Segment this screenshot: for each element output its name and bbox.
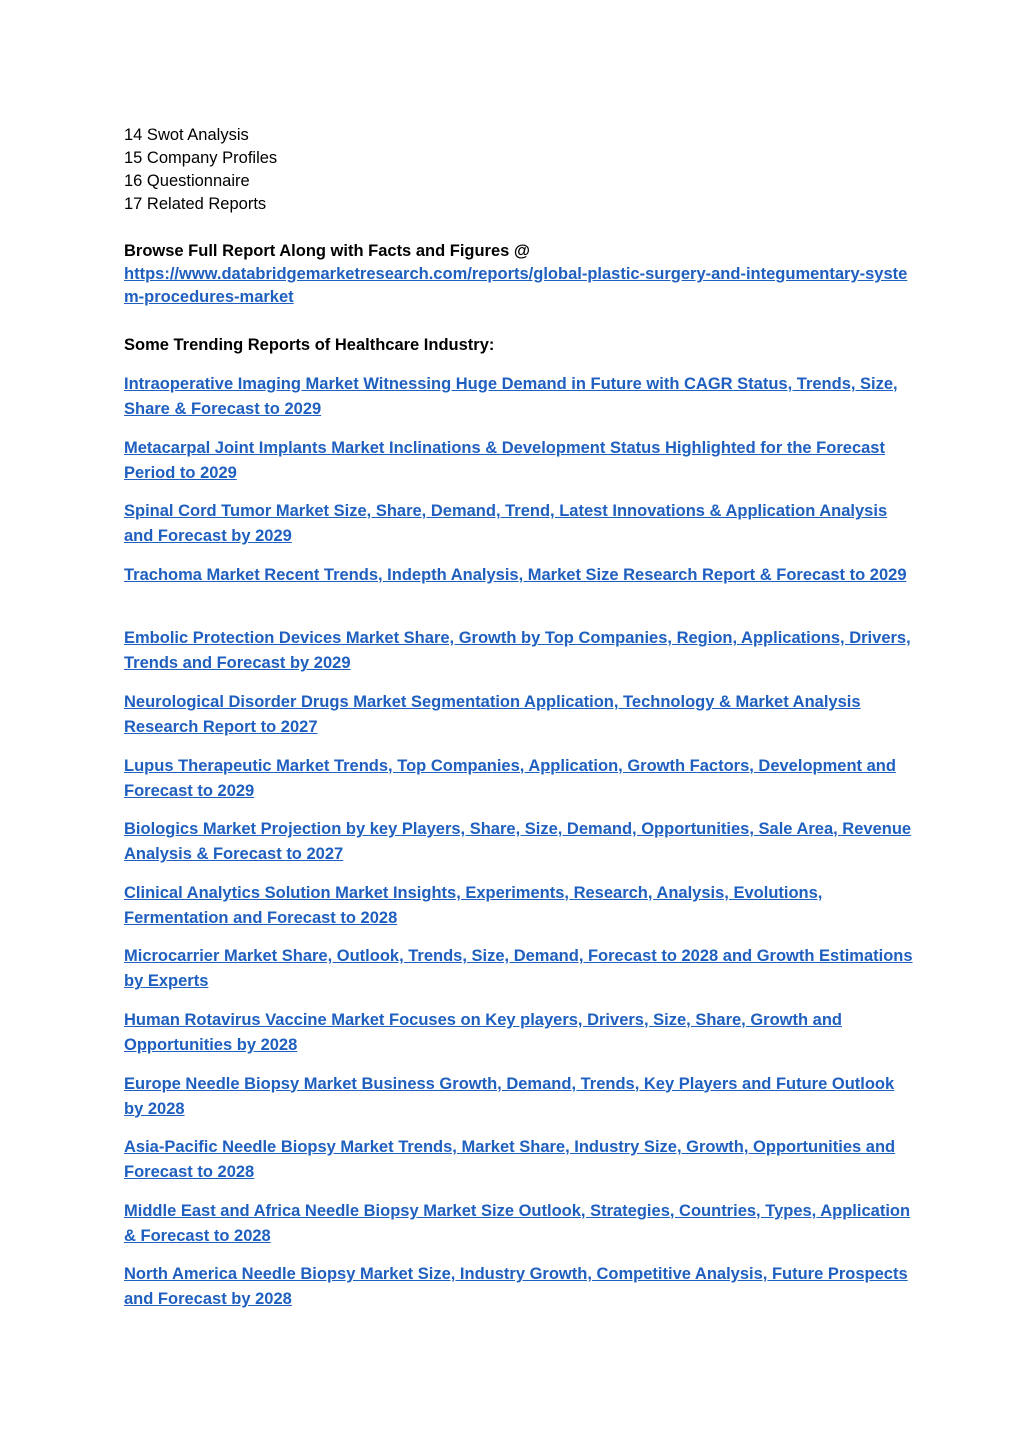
report-link[interactable]: Middle East and Africa Needle Biopsy Market Size Outlook, Strategies, Countries, Types, Application & Forecast to 2028 — [124, 1201, 911, 1245]
list-item — [124, 944, 914, 1008]
list-item — [124, 372, 914, 436]
report-link[interactable]: Neurological Disorder Drugs Market Segmentation Application, Technology & Market Analysis Research Report to 2027 — [124, 692, 861, 736]
report-link[interactable]: Intraoperative Imaging Market Witnessing Huge Demand in Future with CAGR Status, Trends, Size, Share & Forecast to 2029 — [124, 375, 898, 418]
list-item — [124, 626, 914, 690]
report-link[interactable]: Spinal Cord Tumor Market Size, Share, Demand, Trend, Latest Innovations & Application Analysis and Forecast by 2029 — [124, 502, 888, 546]
list-item — [124, 1199, 914, 1263]
list-item — [124, 436, 914, 500]
browse-report-label: Browse Full Report Along with Facts and Figures @ — [124, 242, 531, 260]
report-link[interactable]: Clinical Analytics Solution Market Insights, Experiments, Research, Analysis, Evolutions, Fermentation and Forecast to 2028 — [124, 883, 823, 927]
report-url-link[interactable]: https://www.databridgemarketresearch.com/reports/global-plastic-surgery-and-integumentary-system-procedures-market — [124, 265, 908, 306]
trending-reports-heading: Some Trending Reports of Healthcare Industry: — [124, 336, 495, 354]
list-item — [124, 690, 914, 754]
report-link[interactable]: Trachoma Market Recent Trends, Indepth Analysis, Market Size Research Report & Forecast to 2029 — [124, 565, 907, 584]
toc-item: 15 Company Profiles — [124, 149, 278, 167]
report-link[interactable]: Lupus Therapeutic Market Trends, Top Companies, Application, Growth Factors, Development and Forecast to 2029 — [124, 756, 896, 800]
toc-item: 14 Swot Analysis — [124, 126, 249, 144]
report-link[interactable]: Biologics Market Projection by key Players, Share, Size, Demand, Opportunities, Sale Area, Revenue Analysis & Forecast to 2027 — [124, 820, 912, 864]
toc-item: 17 Related Reports — [124, 195, 267, 213]
list-item — [124, 1072, 914, 1136]
report-link[interactable]: Human Rotavirus Vaccine Market Focuses on Key players, Drivers, Size, Share, Growth and Opportunities by 2028 — [124, 1010, 843, 1054]
trending-reports-list — [124, 372, 914, 1326]
list-item — [124, 1262, 914, 1326]
report-link[interactable]: North America Needle Biopsy Market Size, Industry Growth, Competitive Analysis, Future Prospects and Forecast by 2028 — [124, 1265, 908, 1309]
browse-report-section — [124, 240, 914, 309]
table-of-contents — [124, 124, 277, 216]
list-item — [124, 563, 914, 627]
list-item — [124, 1135, 914, 1199]
list-item — [124, 817, 914, 881]
list-item — [124, 881, 914, 945]
report-link[interactable]: Metacarpal Joint Implants Market Inclinations & Development Status Highlighted for the Forecast Period to 2029 — [124, 438, 885, 482]
list-item — [124, 499, 914, 563]
report-link[interactable]: Microcarrier Market Share, Outlook, Trends, Size, Demand, Forecast to 2028 and Growth Estimations by Experts — [124, 947, 913, 991]
list-item — [124, 1008, 914, 1072]
report-link[interactable]: Embolic Protection Devices Market Share, Growth by Top Companies, Region, Applications, Drivers, Trends and Forecast by 2029 — [124, 629, 911, 673]
list-item — [124, 754, 914, 818]
report-link[interactable]: Asia-Pacific Needle Biopsy Market Trends, Market Share, Industry Size, Growth, Opportunities and Forecast to 2028 — [124, 1138, 896, 1182]
toc-item: 16 Questionnaire — [124, 172, 250, 190]
report-link[interactable]: Europe Needle Biopsy Market Business Growth, Demand, Trends, Key Players and Future Outlook by 2028 — [124, 1074, 895, 1118]
